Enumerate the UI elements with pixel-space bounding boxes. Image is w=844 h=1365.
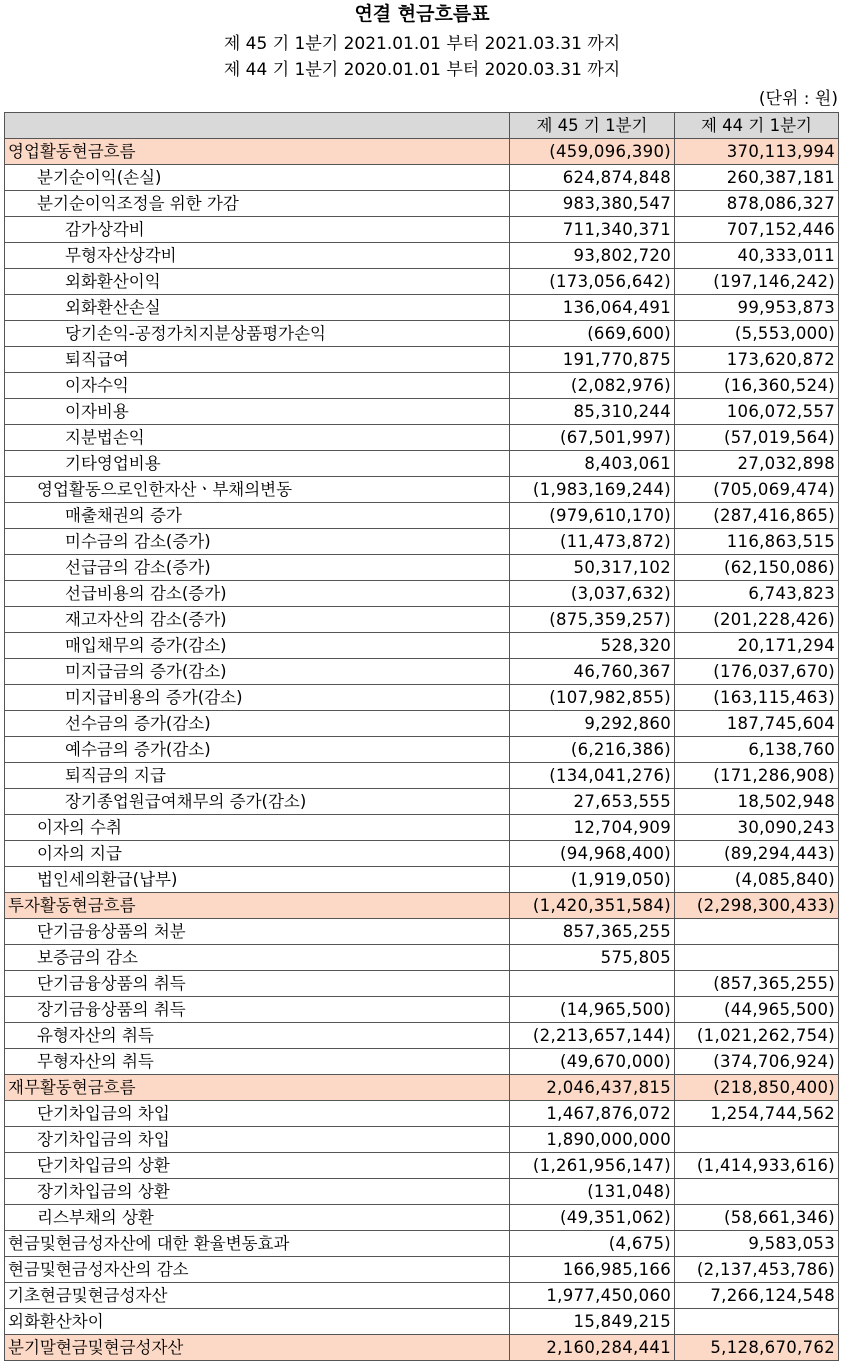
table-row [5,867,839,893]
row-label: 선급비용의 감소(증가) [5,581,510,607]
prior-period-value: (176,037,670) [675,659,839,685]
prior-period-value: (1,021,262,754) [675,1023,839,1049]
row-label: 분기순이익조정을 위한 가감 [5,191,510,217]
row-label: 현금및현금성자산에 대한 환율변동효과 [5,1231,510,1257]
current-period-value: (3,037,632) [510,581,675,607]
row-label: 단기금융상품의 취득 [5,971,510,997]
table-row [5,555,839,581]
row-label: 장기차입금의 차입 [5,1127,510,1153]
current-period-value: 528,320 [510,633,675,659]
row-label: 단기차입금의 상환 [5,1153,510,1179]
current-period-value: (1,983,169,244) [510,477,675,503]
current-period-value: 711,340,371 [510,217,675,243]
current-period-value: (875,359,257) [510,607,675,633]
prior-period-value: (5,553,000) [675,321,839,347]
row-label: 미지급금의 증가(감소) [5,659,510,685]
row-label: 단기금융상품의 처분 [5,919,510,945]
table-row [5,399,839,425]
row-label: 무형자산의 취득 [5,1049,510,1075]
prior-period-value: 6,138,760 [675,737,839,763]
prior-period-value: (57,019,564) [675,425,839,451]
current-period-value: 8,403,061 [510,451,675,477]
table-row [5,607,839,633]
current-period-value: 2,046,437,815 [510,1075,675,1101]
row-label: 기초현금및현금성자산 [5,1283,510,1309]
prior-period-value: (62,150,086) [675,555,839,581]
table-row [5,685,839,711]
row-label: 재무활동현금흐름 [5,1075,510,1101]
table-row [5,477,839,503]
table-row [5,243,839,269]
table-row [5,1179,839,1205]
current-period-value: (11,473,872) [510,529,675,555]
current-period-value: 27,653,555 [510,789,675,815]
table-row [5,1205,839,1231]
row-label: 예수금의 증가(감소) [5,737,510,763]
prior-period-value: 173,620,872 [675,347,839,373]
header-label-cell [5,113,510,139]
table-row [5,1127,839,1153]
current-period-value: (1,261,956,147) [510,1153,675,1179]
table-row [5,815,839,841]
table-row [5,1153,839,1179]
table-row [5,295,839,321]
prior-period-value: (374,706,924) [675,1049,839,1075]
prior-period-value: 30,090,243 [675,815,839,841]
prior-period-value: 1,254,744,562 [675,1101,839,1127]
header-current-period: 제 45 기 1분기 [510,113,675,139]
current-period-value: 1,467,876,072 [510,1101,675,1127]
table-row [5,425,839,451]
current-period-value: 50,317,102 [510,555,675,581]
section-row [5,1335,839,1361]
current-period-value: (49,351,062) [510,1205,675,1231]
current-period-value: (14,965,500) [510,997,675,1023]
section-row [5,1075,839,1101]
current-period-value: 46,760,367 [510,659,675,685]
prior-period-value: 878,086,327 [675,191,839,217]
table-row [5,529,839,555]
table-row [5,165,839,191]
prior-period-value [675,1179,839,1205]
unit-label: (단위 : 원) [758,89,838,109]
row-label: 퇴직급여 [5,347,510,373]
current-period-value: (173,056,642) [510,269,675,295]
prior-period-value: (201,228,426) [675,607,839,633]
current-period-value: 624,874,848 [510,165,675,191]
current-period-value: 93,802,720 [510,243,675,269]
current-period-value: 9,292,860 [510,711,675,737]
prior-period-value: (857,365,255) [675,971,839,997]
table-row [5,1049,839,1075]
prior-period-value: (1,414,933,616) [675,1153,839,1179]
prior-period-value: 99,953,873 [675,295,839,321]
prior-period-value [675,945,839,971]
current-period-value: (1,919,050) [510,867,675,893]
row-label: 외화환산이익 [5,269,510,295]
prior-period-value: 6,743,823 [675,581,839,607]
row-label: 기타영업비용 [5,451,510,477]
table-row [5,217,839,243]
table-row [5,737,839,763]
row-label: 영업활동으로인한자산ㆍ부채의변동 [5,477,510,503]
current-period-value [510,971,675,997]
prior-period-value: 187,745,604 [675,711,839,737]
row-label: 장기종업원급여채무의 증가(감소) [5,789,510,815]
table-row [5,1101,839,1127]
row-label: 선수금의 증가(감소) [5,711,510,737]
current-period-value: (131,048) [510,1179,675,1205]
prior-period-value: 260,387,181 [675,165,839,191]
current-period-value: 2,160,284,441 [510,1335,675,1361]
current-period-value: (4,675) [510,1231,675,1257]
table-row [5,191,839,217]
row-label: 현금및현금성자산의 감소 [5,1257,510,1283]
row-label: 보증금의 감소 [5,945,510,971]
table-row [5,945,839,971]
table-body [5,139,839,1361]
prior-period-value: 707,152,446 [675,217,839,243]
row-label: 무형자산상각비 [5,243,510,269]
row-label: 미수금의 감소(증가) [5,529,510,555]
current-period-value: (1,420,351,584) [510,893,675,919]
prior-period-value: (287,416,865) [675,503,839,529]
prior-period-value: (705,069,474) [675,477,839,503]
row-label: 이자수익 [5,373,510,399]
current-period-value: (459,096,390) [510,139,675,165]
prior-period-value: 5,128,670,762 [675,1335,839,1361]
prior-period-value: (89,294,443) [675,841,839,867]
period-prior: 제 44 기 1분기 2020.01.01 부터 2020.03.31 까지 [223,60,621,80]
row-label: 리스부채의 상환 [5,1205,510,1231]
table-row [5,581,839,607]
row-label: 단기차입금의 차입 [5,1101,510,1127]
prior-period-value [675,1127,839,1153]
row-label: 분기말현금및현금성자산 [5,1335,510,1361]
table-row [5,711,839,737]
row-label: 법인세의환급(납부) [5,867,510,893]
statement-title: 연결 현금흐름표 [354,3,490,25]
row-label: 유형자산의 취득 [5,1023,510,1049]
table-row [5,919,839,945]
table-row [5,1231,839,1257]
row-label: 이자비용 [5,399,510,425]
table-row [5,1309,839,1335]
table-row [5,763,839,789]
prior-period-value: (197,146,242) [675,269,839,295]
prior-period-value: (44,965,500) [675,997,839,1023]
row-label: 투자활동현금흐름 [5,893,510,919]
current-period-value: 12,704,909 [510,815,675,841]
prior-period-value: 27,032,898 [675,451,839,477]
prior-period-value: (4,085,840) [675,867,839,893]
prior-period-value: (218,850,400) [675,1075,839,1101]
current-period-value: (979,610,170) [510,503,675,529]
current-period-value: (94,968,400) [510,841,675,867]
row-label: 분기순이익(손실) [5,165,510,191]
table-row [5,269,839,295]
row-label: 장기금융상품의 취득 [5,997,510,1023]
row-label: 당기손익-공정가치지분상품평가손익 [5,321,510,347]
current-period-value: (6,216,386) [510,737,675,763]
table-row [5,789,839,815]
table-row [5,321,839,347]
current-period-value: 191,770,875 [510,347,675,373]
current-period-value: 1,890,000,000 [510,1127,675,1153]
row-label: 영업활동현금흐름 [5,139,510,165]
current-period-value: (49,670,000) [510,1049,675,1075]
prior-period-value: (163,115,463) [675,685,839,711]
section-row [5,139,839,165]
table-row [5,659,839,685]
section-row [5,893,839,919]
row-label: 퇴직금의 지급 [5,763,510,789]
current-period-value: 15,849,215 [510,1309,675,1335]
current-period-value: 575,805 [510,945,675,971]
current-period-value: 1,977,450,060 [510,1283,675,1309]
table-row [5,997,839,1023]
table-row [5,1023,839,1049]
prior-period-value: 18,502,948 [675,789,839,815]
table-row [5,841,839,867]
row-label: 지분법손익 [5,425,510,451]
current-period-value: 857,365,255 [510,919,675,945]
current-period-value: 136,064,491 [510,295,675,321]
prior-period-value: 9,583,053 [675,1231,839,1257]
table-row [5,503,839,529]
row-label: 외화환산차이 [5,1309,510,1335]
prior-period-value: (2,137,453,786) [675,1257,839,1283]
prior-period-value: (16,360,524) [675,373,839,399]
prior-period-value [675,919,839,945]
row-label: 이자의 수취 [5,815,510,841]
table-row [5,373,839,399]
current-period-value: 166,985,166 [510,1257,675,1283]
row-label: 외화환산손실 [5,295,510,321]
prior-period-value: (58,661,346) [675,1205,839,1231]
current-period-value: 85,310,244 [510,399,675,425]
header-prior-period: 제 44 기 1분기 [675,113,839,139]
prior-period-value: 370,113,994 [675,139,839,165]
current-period-value: (669,600) [510,321,675,347]
table-row [5,1283,839,1309]
period-current: 제 45 기 1분기 2021.01.01 부터 2021.03.31 까지 [223,34,621,54]
cash-flow-table [4,112,839,1361]
table-row [5,347,839,373]
table-row [5,633,839,659]
current-period-value: (134,041,276) [510,763,675,789]
current-period-value: (2,082,976) [510,373,675,399]
row-label: 매출채권의 증가 [5,503,510,529]
row-label: 이자의 지급 [5,841,510,867]
table-row [5,451,839,477]
prior-period-value: 106,072,557 [675,399,839,425]
row-label: 재고자산의 감소(증가) [5,607,510,633]
prior-period-value: 7,266,124,548 [675,1283,839,1309]
row-label: 매입채무의 증가(감소) [5,633,510,659]
row-label: 장기차입금의 상환 [5,1179,510,1205]
current-period-value: (2,213,657,144) [510,1023,675,1049]
table-row [5,1257,839,1283]
prior-period-value: 40,333,011 [675,243,839,269]
table-header-row [5,113,839,139]
row-label: 미지급비용의 증가(감소) [5,685,510,711]
row-label: 감가상각비 [5,217,510,243]
table-row [5,971,839,997]
prior-period-value: (2,298,300,433) [675,893,839,919]
current-period-value: 983,380,547 [510,191,675,217]
current-period-value: (107,982,855) [510,685,675,711]
current-period-value: (67,501,997) [510,425,675,451]
prior-period-value: (171,286,908) [675,763,839,789]
row-label: 선급금의 감소(증가) [5,555,510,581]
prior-period-value: 20,171,294 [675,633,839,659]
prior-period-value [675,1309,839,1335]
prior-period-value: 116,863,515 [675,529,839,555]
